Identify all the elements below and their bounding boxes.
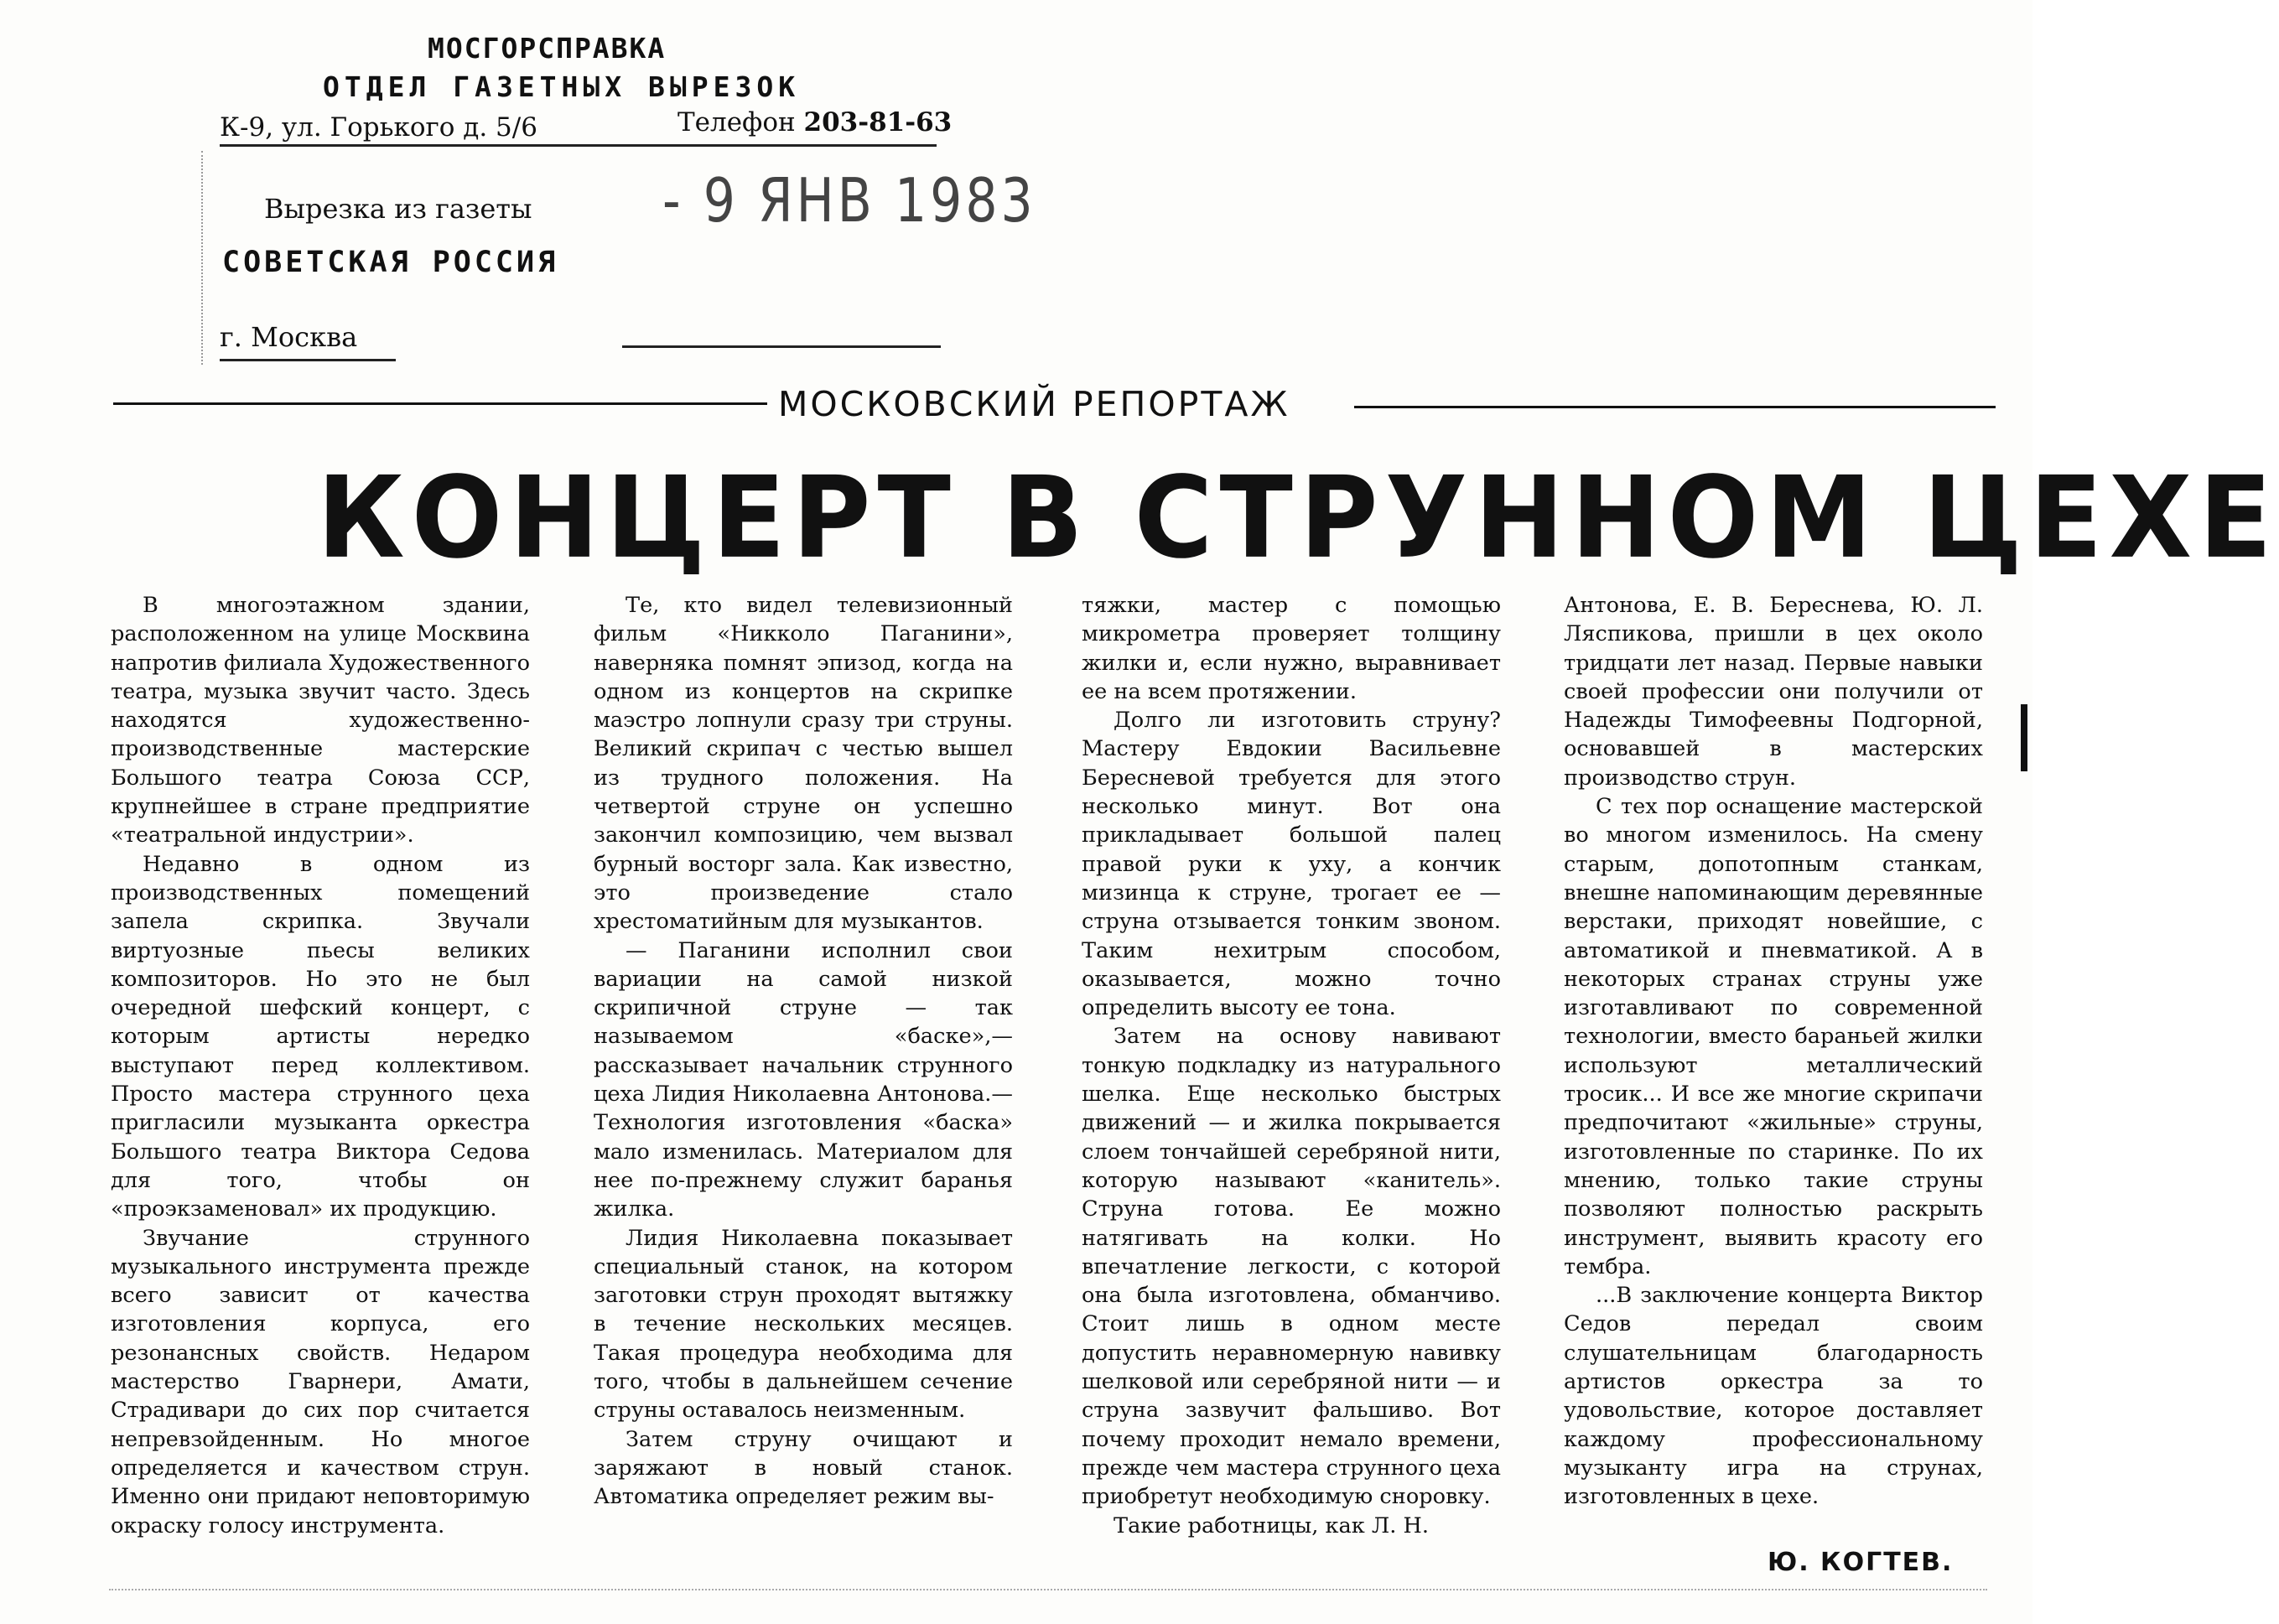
- clip-date-stamp: - 9 ЯНВ 1983: [662, 166, 1036, 236]
- headline: КОНЦЕРТ В СТРУННОМ ЦЕХЕ: [317, 453, 2279, 584]
- article-column-2: [594, 591, 1013, 1512]
- stamp-divider: [220, 144, 937, 147]
- paragraph: ...В заключение концерта Виктор Седов передал своим слушательницам благодарность артистов оркестра за то удовольствие, которое доставляет каждому профессиональному музыканту игра на струнах, изготовленных в цехе.: [1564, 1283, 1983, 1510]
- paragraph: Долго ли изготовить струну? Мастеру Евдокии Васильевне Бересневой требуется для этого несколько минут. Вот она прикладывает большой палец правой руки к уху, а кончик мизинца к струне, трогает ее — струна отзывается тонким звоном. Таким нехитрым способом, оказывается, можно точно определить высоту ее тона.: [1082, 708, 1501, 1021]
- paragraph: Недавно в одном из производственных помещений запела скрипка. Звучали виртуозные пьесы великих композиторов. Но это не был очередной шефский концерт, с которым артисты нередко выступают перед коллективом. Просто мастера струнного цеха пригласили музыканта оркестра Большого театра Виктора Седова для того, чтобы он «проэкзаменовал» их продукцию.: [111, 851, 530, 1222]
- paragraph: С тех пор оснащение мастерской во многом изменилось. На смену старым, допотопным станкам, внешне напоминающим деревянные верстаки, приходят новейшие, с автоматикой и пневматикой. А в некоторых странах струны уже изготавливают по современной технологии, вместо бараньей жилки используют металлический тросик... И все же многие скрипачи предпочитают «жильные» струны, изготовленные по старинке. По их мнению, только такие струны позволяют полностью раскрыть инструмент, выявить красоту его тембра.: [1564, 794, 1983, 1279]
- clipping-bottom-edge: [109, 1589, 1987, 1592]
- clip-label: Вырезка из газеты: [264, 193, 532, 225]
- edge-mark: [2021, 704, 2027, 771]
- article-column-4: [1564, 591, 1983, 1512]
- article-column-1: [111, 591, 530, 1540]
- stamp-agency: МОСГОРСПРАВКА: [428, 32, 667, 65]
- paragraph: Такие работницы, как Л. Н.: [1114, 1512, 1429, 1538]
- stamp-department: ОТДЕЛ ГАЗЕТНЫХ ВЫРЕЗОК: [323, 70, 801, 103]
- paragraph: Затем струну очищают и заряжают в новый станок. Автоматика определяет режим вы-: [594, 1426, 1013, 1510]
- paragraph: — Паганини исполнил свои вариации на самой низкой скрипичной струне — так называемом «баске»,— рассказывает начальник струнного цеха Лидия Николаевна Антонова.— Технология изготовления «баска» мало изменилась. Материалом для нее по-прежнему служит баранья жилка.: [594, 937, 1013, 1222]
- paragraph: Звучание струнного музыкального инструмента прежде всего зависит от качества изготовления корпуса, его резонансных свойств. Недаром мастерство Гварнери, Амати, Страдивари до сих пор считается непревзойденным. Но многое определяется и качеством струн. Именно они придают неповторимую окраску голосу инструмента.: [111, 1225, 530, 1538]
- author-signature: Ю. КОГТЕВ.: [1768, 1548, 1954, 1577]
- stamp-phone-label: Телефон: [677, 107, 796, 137]
- paragraph: Антонова, Е. В. Береснева, Ю. Л. Ляспикова, пришли в цех около тридцати лет назад. Первые навыки своей профессии они получили от Надежды Тимофеевны Подгорной, основавшей в мастерских производство струн.: [1564, 593, 1983, 791]
- paragraph: В многоэтажном здании, расположенном на улице Москвина напротив филиала Художественного театра, музыка звучит часто. Здесь находятся художественно-производственные мастерские Большого театра Союза ССР, крупнейшее в стране предприятие «театральной индустрии».: [111, 593, 530, 848]
- newspaper-name: СОВЕТСКАЯ РОССИЯ: [222, 246, 559, 279]
- stamp-address: К-9, ул. Горького д. 5/6: [220, 112, 537, 143]
- rubric: МОСКОВСКИЙ РЕПОРТАЖ: [778, 384, 1290, 424]
- article-column-3: [1082, 591, 1501, 1540]
- city-underline: [220, 359, 396, 361]
- city: г. Москва: [220, 321, 358, 353]
- stamp-phone: [677, 107, 952, 137]
- paragraph: Те, кто видел телевизионный фильм «Никколо Паганини», наверняка помнят эпизод, когда на одном из концертов на скрипке маэстро лопнули сразу три струны. Великий скрипач с честью вышел из трудного положения. На четвертой струне он успешно закончил композицию, чем вызвал бурный восторг зала. Как известно, это произведение стало хрестоматийным для музыкантов.: [594, 593, 1013, 935]
- paragraph: Лидия Николаевна показывает специальный станок, на котором заготовки струн проходят вытяжку в течение нескольких месяцев. Такая процедура необходима для того, чтобы в дальнейшем сечение струны оставалось неизменным.: [594, 1225, 1013, 1424]
- date-underline: [622, 345, 941, 348]
- rubric-rule-right: [1354, 406, 1996, 408]
- paragraph: Затем на основу навивают тонкую подкладку из натурального шелка. Еще несколько быстрых движений — и жилка покрывается слоем тончайшей серебряной нити, которую называют «канитель». Струна готова. Ее можно натягивать на колки. Но впечатление легкости, с которой она была изготовлена, обманчиво. Стоит лишь в одном месте допустить неравномерную навивку шелковой или серебряной нити — и струна зазвучит фальшиво. Вот почему проходит немало времени, прежде чем мастера струнного цеха приобретут необходимую сноровку.: [1082, 1024, 1501, 1510]
- paragraph: тяжки, мастер с помощью микрометра проверяет толщину жилки и, если нужно, выравнивает ее на всем протяжении.: [1082, 593, 1501, 704]
- stamp-phone-number: 203-81-63: [803, 107, 953, 137]
- rubric-rule-left: [113, 402, 767, 405]
